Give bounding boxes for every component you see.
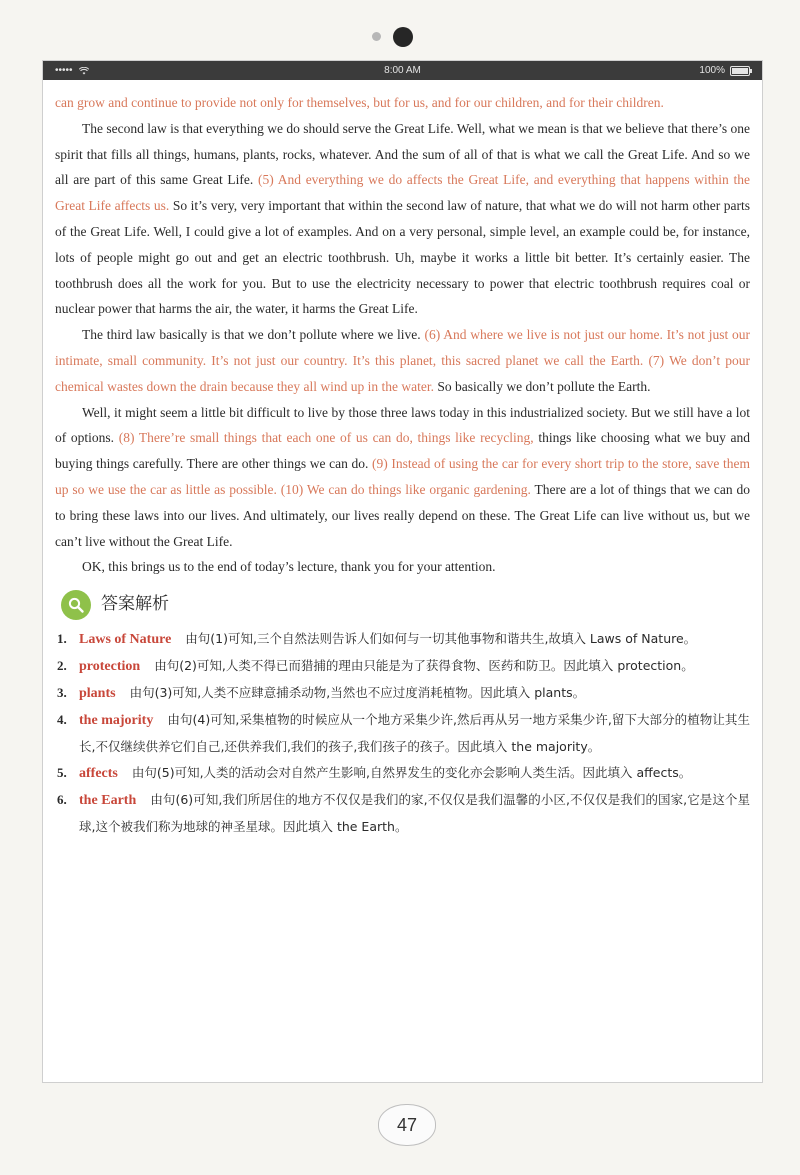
answer-number: 6.	[57, 792, 67, 808]
answer-item	[55, 653, 750, 680]
answer-number: 1.	[57, 631, 67, 647]
text-run: So it’s very, very important that within the second law of nature, that what we do will not harm other parts of the Great Life. Well, I could give a lot of examples. And on a very personal, simple level, an example could be, for instance, lots of people might go out and get an electric toothbrush. Uh, maybe it works a little bit better. It’s certainly easier. The toothbrush does all the work for you. But to use the electricity necessary to power that electric toothbrush requires coal or nuclear power that harms the air, the water, it harms the Great Life.	[55, 198, 750, 317]
paragraph-closing: OK, this brings us to the end of today’s lecture, thank you for your attention.	[82, 559, 496, 575]
answer-list	[55, 626, 750, 840]
answer-number: 2.	[57, 658, 67, 674]
answer-key: the majority	[79, 713, 154, 729]
answer-item	[55, 787, 750, 840]
answer-key: protection	[79, 659, 141, 675]
page-number: 47	[378, 1104, 436, 1146]
answer-number: 4.	[57, 712, 67, 728]
answer-explanation: 由句(1)可知,三个自然法则告诉人们如何与一切其他事物和谐共生,故填入 Laws of Nature。	[185, 631, 697, 647]
paragraph-continued	[55, 90, 750, 116]
camera-sensor	[372, 32, 381, 41]
camera-lens	[393, 27, 413, 47]
answers-title: 答案解析	[101, 594, 169, 615]
answer-key: the Earth	[79, 793, 137, 809]
answer-explanation: 由句(6)可知,我们所居住的地方不仅仅是我们的家,不仅仅是我们温馨的小区,不仅仅是我们的国家,它是这个星球,这个被我们称为地球的神圣星球。因此填入 the Earth。	[79, 792, 750, 835]
highlighted-sentence: (6) And where we live is not just our home. It’s not just our intimate, small community. It’s not just our country. It’s this planet, this sacred planet we call the Earth. (7) We don’t pour chemical wastes down the drain because they all wind up in the water.	[55, 327, 751, 394]
paragraph-third-law	[55, 322, 750, 399]
text-run: The second law is that everything we do should serve the Great Life. Well, what we mean is that we believe that there’s one spirit that fills all things, humans, plants, rocks, whatever. And the sum of all of that is what we call the Great Life. And so we all are part of this same Great Life.	[55, 120, 750, 188]
text-run: There are a lot of things that we can do to bring these laws into our lives. And ultimately, our lives really depend on these. The Great Life can live without us, but we can’t live without the Great Life.	[55, 481, 751, 549]
answers-header	[61, 590, 750, 620]
answer-number: 3.	[57, 685, 67, 701]
highlighted-sentence: (8) There’re small things that each one of us can do, things like recycling,	[118, 430, 534, 446]
lecture-transcript	[43, 80, 762, 840]
highlighted-sentence: (5) And everything we do affects the Great Life, and everything that happens within the Great Life affects us.	[55, 172, 750, 214]
answer-key: plants	[79, 686, 116, 702]
battery-percent: 100%	[699, 65, 725, 76]
answer-item	[55, 680, 750, 707]
text-run: So basically we don’t pollute the Earth.	[437, 378, 651, 394]
answer-key: Laws of Nature	[79, 632, 172, 648]
tablet-screen	[42, 60, 763, 1083]
answer-item	[55, 626, 750, 653]
answer-explanation: 由句(4)可知,采集植物的时候应从一个地方采集少许,然后再从另一地方采集少许,留下大部分的植物让其生长,不仅继续供养它们自己,还供养我们,我们的孩子,我们孩子的孩子。因此填入 the majority。	[79, 712, 750, 755]
text-run: things like choosing what we buy and buying things carefully. There are other things we can do.	[55, 430, 751, 472]
answer-item	[55, 760, 750, 787]
wifi-icon	[79, 67, 89, 75]
highlighted-sentence: can grow and continue to provide not only for themselves, but for us, and for our children, and for their children.	[55, 95, 664, 110]
paragraph-options	[55, 400, 750, 555]
status-bar	[43, 61, 762, 80]
paragraph-second-law	[55, 116, 750, 322]
tablet-camera	[372, 27, 432, 49]
text-run: The third law basically is that we don’t pollute where we live.	[82, 327, 421, 343]
answer-number: 5.	[57, 765, 67, 781]
answer-explanation: 由句(2)可知,人类不得已而猎捕的理由只能是为了获得食物、医药和防卫。因此填入 protection。	[154, 658, 694, 674]
status-time: 8:00 AM	[384, 65, 421, 76]
magnifier-icon	[61, 590, 91, 620]
answer-key: affects	[79, 766, 118, 782]
highlighted-sentence: (9) Instead of using the car for every short trip to the store, save them up so we use the car as little as possible. (10) We can do things like organic gardening.	[55, 456, 750, 497]
text-run: Well, it might seem a little bit difficult to live by those three laws today in this industrialized society. But we still have a lot of options.	[55, 404, 750, 446]
answer-explanation: 由句(5)可知,人类的活动会对自然产生影响,自然界发生的变化亦会影响人类生活。因此填入 affects。	[131, 765, 692, 781]
answer-item	[55, 707, 750, 760]
battery-icon	[730, 66, 750, 76]
signal-strength: •••••	[55, 65, 73, 76]
answer-explanation: 由句(3)可知,人类不应肆意捕杀动物,当然也不应过度消耗植物。因此填入 plants。	[129, 685, 586, 701]
